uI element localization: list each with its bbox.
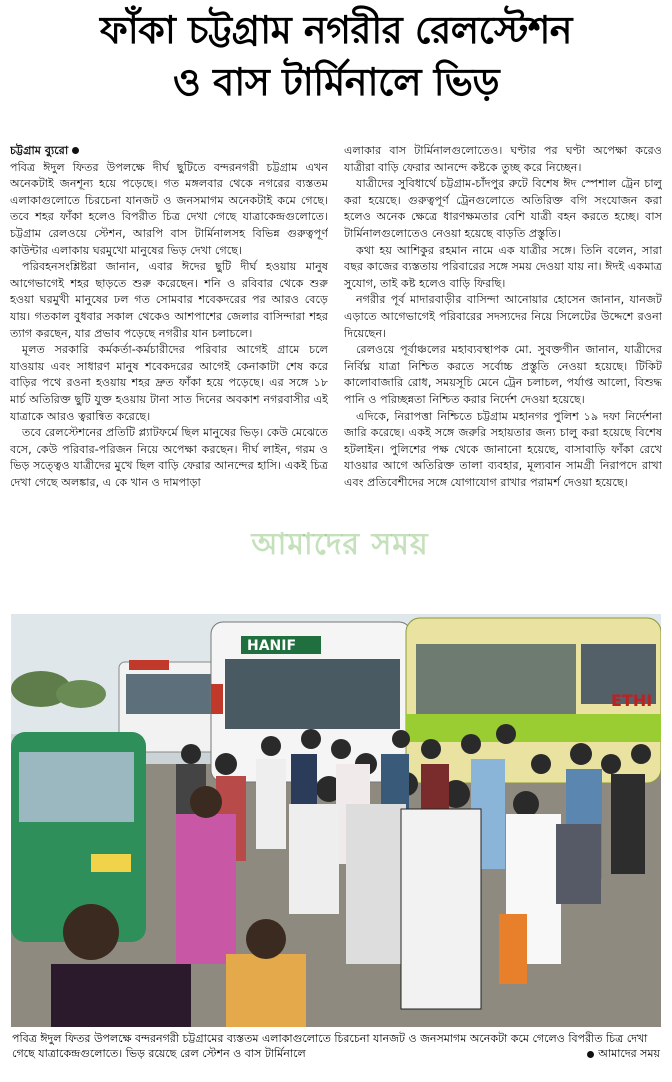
article-column-right [344,143,662,603]
news-photo [11,614,661,1027]
byline: চট্টগ্রাম ব্যুরো [10,144,69,157]
bus-sign-right: ETHI [611,691,653,710]
paragraph-text: পবিত্র ঈদুল ফিতর উপলক্ষে দীর্ঘ ছুটিতে বন্দরনগরী চট্টগ্রাম এখন অনেকটাই জনশূন্য হয়ে পড়েছে। গত মঙ্গলবার থেকে নগরের ব্যস্ততম এলাকাগুলোতে চিরচেনা যানজট ও জনসমাগম অনেকটাই কমে গেছে। তবে শহর ফাঁকা হলেও বিপরীত চিত্র দেখা গেছে যাত্রাকেন্দ্রগুলোতে। চট্টগ্রাম রেলওয়ে স্টেশন, আরপি বাস টার্মিনালসহ বিভিন্ন গুরুত্বপূর্ণ কাউন্টার এলাকায় ঘরমুখো মানুষের ভিড় দেখা গেছে। [10,160,328,257]
article-paragraph: রেলওয়ে পূর্বাঞ্চলের মহাব্যবস্থাপক মো. সুবক্তগীন জানান, যাত্রীদের নির্বিঘ্ন যাত্রা নিশ্চিত করতে সর্বোচ্চ প্রস্তুতি নেওয়া হয়েছে। টিকিট কালোবাজারি রোধ, সময়সূচি মেনে ট্রেন চলাচল, পর্যাপ্ত আলো, বিশুদ্ধ পানি ও পরিচ্ছন্নতা নিশ্চিত করার নির্দেশ দেওয়া হয়েছে। [344,343,662,406]
article-paragraph: মূলত সরকারি কর্মকর্তা-কর্মচারীদের পরিবার আগেই গ্রামে চলে যাওয়ায় এবং সাধারণ মানুষ শবেকদরের আগেই কেনাকাটা শেষ করে বাড়ির পথে রওনা হওয়ায় শহর দ্রুত ফাঁকা হয়ে পড়েছে। এর সঙ্গে ১৮ মার্চ অতিরিক্ত ছুটি যুক্ত হওয়ায় টানা সাত দিনের অবকাশ নগরবাসীর এই যাত্রাকে আরও ত্বরান্বিত করেছে। [10,343,328,423]
headline [0,6,672,106]
article-paragraph [10,143,328,259]
article-paragraph: পরিবহনসংশ্লিষ্টরা জানান, এবার ঈদের ছুটি দীর্ঘ হওয়ায় মানুষ আগেভাগেই শহর ছাড়তে শুরু করেছেন। শনি ও রবিবার থেকে শুরু হওয়া ঘরমুখী মানুষের ঢল গত সোমবার শবেকদরের পর আরও বেড়ে যায়। গতকাল বুধবার সকাল থেকেও আশপাশের জেলার বাসিন্দারা শহর ত্যাগ করছেন, যার প্রভাব পড়েছে নগরীর যান চলাচলে। [10,260,328,340]
article-paragraph: কথা হয় আশিকুর রহমান নামে এক যাত্রীর সঙ্গে। তিনি বলেন, সারা বছর কাজের ব্যস্ততায় পরিবারের সঙ্গে সময় দেওয়া যায় না। ঈদই একমাত্র সুযোগ, তাই কষ্ট হলেও বাড়ি ফিরছি। [344,243,662,290]
photo-credit [587,1046,660,1061]
article-paragraph: এলাকার বাস টার্মিনালগুলোতেও। ঘণ্টার পর ঘণ্টা অপেক্ষা করেও যাত্রীরা বাড়ি ফেরার আনন্দে কষ্টকে তুচ্ছ করে নিচ্ছেন। [344,144,662,174]
headline-line-1: ফাঁকা চট্টগ্রাম নগরীর রেলস্টেশন [100,8,572,52]
byline-bullet-icon [72,147,79,154]
headline-line-2: ও বাস টার্মিনালে ভিড় [172,60,500,104]
bus-sign-left: HANIF [247,638,297,654]
photo-illustration [11,614,661,1027]
caption-text: পবিত্র ঈদুল ফিতর উপলক্ষে বন্দরনগরী চট্টগ্রামের ব্যস্ততম এলাকাগুলোতে চিরচেনা যানজট ও জনসমাগম অনেকটা কমে গেলেও বিপরীত চিত্র দেখা গেছে যাত্রাকেন্দ্রগুলোতে। ভিড় রয়েছে রেল স্টেশন ও বাস টার্মিনালে [12,1032,648,1060]
article-paragraph: এদিকে, নিরাপত্তা নিশ্চিতে চট্টগ্রাম মহানগর পুলিশ ১৯ দফা নির্দেশনা জারি করেছে। একই সঙ্গে জরুরি সহায়তার জন্য চালু করা হয়েছে বিশেষ হটলাইন। পুলিশের পক্ষ থেকে জানানো হয়েছে, বাসাবাড়ি ফাঁকা রেখে যাওয়ার আগে অতিরিক্ত তালা ব্যবহার, মূল্যবান সামগ্রী নিরাপদে রাখা এবং প্রতিবেশীদের সঙ্গে যোগাযোগ রাখার পরামর্শ দেওয়া হয়েছে। [344,409,662,489]
watermark-logo: আমাদের সময় [251,527,429,562]
photo-caption [12,1031,660,1061]
article-column-left [10,143,328,603]
photo-credit-text: আমাদের সময় [598,1047,660,1060]
credit-bullet-icon [587,1051,594,1058]
article-paragraph: নগরীর পূর্ব মাদারবাড়ীর বাসিন্দা আনোয়ার হোসেন জানান, যানজট এড়াতে আগেভাগেই পরিবারের সদস্যদের নিয়ে সিলেটের উদ্দেশে রওনা দিয়েছেন। [344,293,662,340]
article-paragraph: তবে রেলস্টেশনের প্রতিটি প্ল্যাটফর্মে ছিল মানুষের ভিড়। কেউ মেঝেতে বসে, কেউ পরিবার-পরিজন নিয়ে অপেক্ষা করছেন। দীর্ঘ লাইন, গরম ও ভিড় সত্ত্বেও যাত্রীদের মুখে ছিল বাড়ি ফেরার আনন্দের হাসি। একই চিত্র দেখা গেছে অলঙ্কার, এ কে খান ও দামপাড়া [10,426,328,489]
article-body [10,143,662,603]
article-paragraph: যাত্রীদের সুবিধার্থে চট্টগ্রাম-চাঁদপুর রুটে বিশেষ ঈদ স্পেশাল ট্রেন চালু করা হয়েছে। গুরুত্বপূর্ণ ট্রেনগুলোতে অতিরিক্ত বগি সংযোজন করা হলেও অনেক ক্ষেত্রে ধারণক্ষমতার বেশি যাত্রী বহন করতে হচ্ছে। বাস টার্মিনালগুলোতেও নেওয়া হয়েছে বাড়তি প্রস্তুতি। [344,177,662,240]
